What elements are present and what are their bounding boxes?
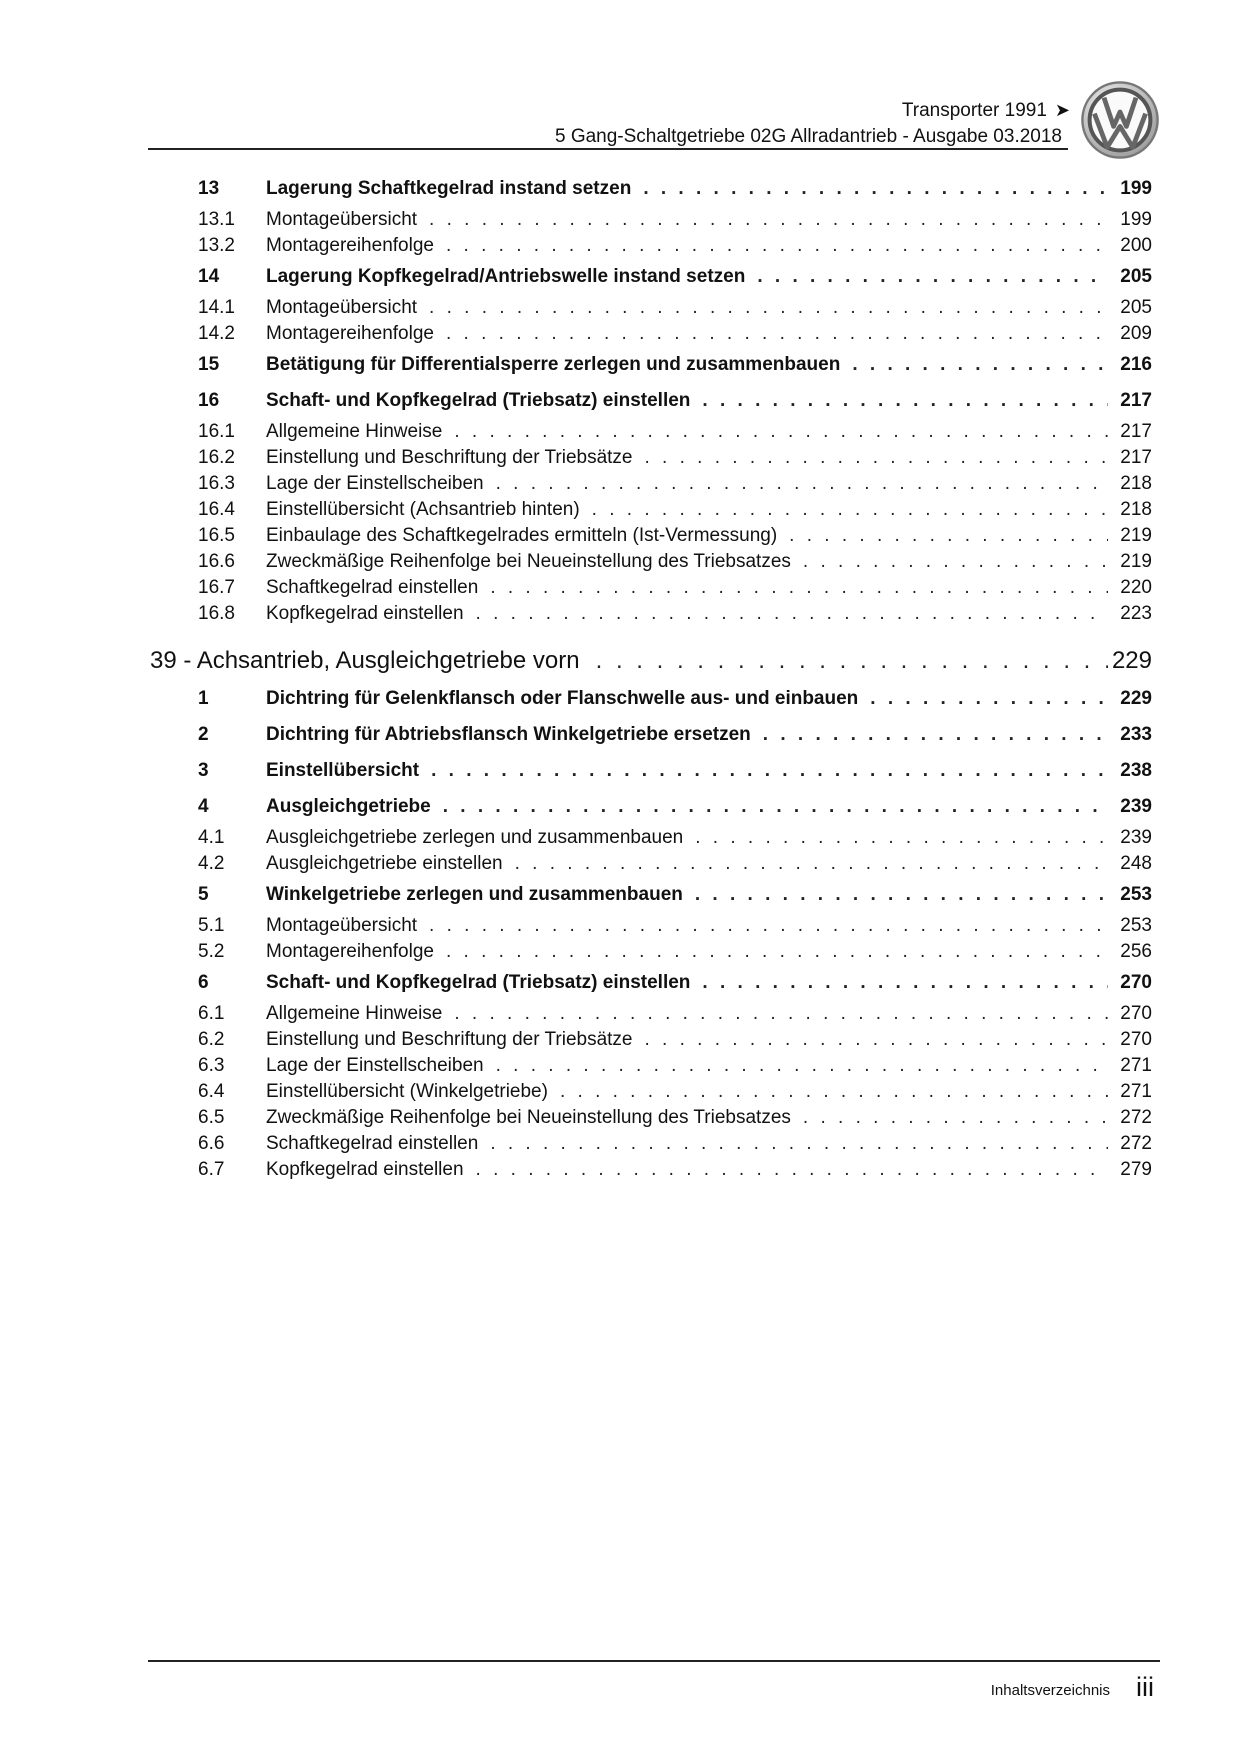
toc-dot-leader: [446, 235, 1108, 257]
toc-subsection-entry[interactable]: [150, 473, 1152, 499]
toc-entry-number: 16.2: [198, 447, 235, 468]
toc-subsection-entry[interactable]: [150, 551, 1152, 577]
toc-entry-number: 16.7: [198, 577, 235, 598]
toc-entry-title: Betätigung für Differentialsperre zerlegen und zusammenbauen: [266, 354, 841, 375]
toc-entry-title: Lagerung Schaftkegelrad instand setzen: [266, 178, 632, 199]
toc-entry-page: 209: [1120, 323, 1152, 344]
header-subtitle: 5 Gang-Schaltgetriebe 02G Allradantrieb - Ausgabe 03.2018: [554, 126, 1062, 147]
toc-entry-page: 199: [1120, 209, 1152, 230]
toc-dot-leader: [443, 796, 1108, 818]
toc-entry-number: 6.1: [198, 1003, 225, 1024]
toc-entry-page: 216: [1120, 354, 1152, 375]
toc-entry-page: 238: [1120, 760, 1152, 781]
toc-entry-number: 16.4: [198, 499, 235, 520]
toc-section-entry[interactable]: [150, 879, 1152, 915]
toc-dot-leader: [490, 1133, 1108, 1155]
toc-entry-number: 6.3: [198, 1055, 225, 1076]
toc-dot-leader: [490, 577, 1108, 599]
toc-entry-page: 253: [1120, 915, 1152, 936]
toc-dot-leader: [446, 941, 1108, 963]
toc-subsection-entry[interactable]: [150, 499, 1152, 525]
toc-subsection-entry[interactable]: [150, 297, 1152, 323]
toc-dot-leader: [560, 1081, 1108, 1103]
toc-section-entry[interactable]: [150, 967, 1152, 1003]
toc-entry-page: 217: [1120, 390, 1152, 411]
toc-section-entry[interactable]: [150, 683, 1152, 719]
vw-logo-icon: [1080, 80, 1160, 160]
toc-subsection-entry[interactable]: [150, 1003, 1152, 1029]
toc-entry-number: 6.5: [198, 1107, 225, 1128]
toc-entry-title: Einbaulage des Schaftkegelrades ermitteln (Ist-Vermessung): [266, 525, 778, 546]
toc-entry-page: 272: [1120, 1107, 1152, 1128]
toc-entry-title: Zweckmäßige Reihenfolge bei Neueinstellung des Triebsatzes: [266, 1107, 791, 1128]
toc-dot-leader: [852, 354, 1108, 376]
toc-dot-leader: [695, 827, 1108, 849]
toc-dot-leader: [476, 1159, 1108, 1181]
toc-entry-title: Schaftkegelrad einstellen: [266, 1133, 479, 1154]
toc-subsection-entry[interactable]: [150, 1055, 1152, 1081]
toc-entry-title: Ausgleichgetriebe zerlegen und zusammenbauen: [266, 827, 684, 848]
toc-entry-number: 13.1: [198, 209, 235, 230]
toc-dot-leader: [454, 1003, 1108, 1025]
toc-entry-page: 219: [1120, 525, 1152, 546]
toc-dot-leader: [870, 688, 1108, 710]
toc-entry-number: 16.3: [198, 473, 235, 494]
toc-dot-leader: [643, 178, 1108, 200]
toc-entry-page: 217: [1120, 447, 1152, 468]
toc-entry-number: 14.2: [198, 323, 235, 344]
toc-entry-page: 219: [1120, 551, 1152, 572]
toc-entry-number: 4.2: [198, 853, 225, 874]
toc-subsection-entry[interactable]: [150, 1107, 1152, 1133]
toc-dot-leader: [476, 603, 1108, 625]
toc-entry-number: 13: [198, 178, 220, 199]
toc-entry-title: Einstellung und Beschriftung der Triebsätze: [266, 1029, 633, 1050]
toc-subsection-entry[interactable]: [150, 323, 1152, 349]
toc-entry-title: Montageübersicht: [266, 297, 418, 318]
toc-entry-page: 205: [1120, 297, 1152, 318]
footer-page-number: iii: [1136, 1672, 1154, 1702]
toc-entry-title: Montagereihenfolge: [266, 323, 434, 344]
toc-subsection-entry[interactable]: [150, 209, 1152, 235]
toc-entry-title: Lage der Einstellscheiben: [266, 473, 484, 494]
toc-entry-title: Ausgleichgetriebe einstellen: [266, 853, 503, 874]
toc-entry-number: 6.4: [198, 1081, 225, 1102]
toc-subsection-entry[interactable]: [150, 577, 1152, 603]
toc-dot-leader: [496, 473, 1108, 495]
toc-entry-title: Einstellübersicht: [266, 760, 420, 781]
toc-dot-leader: [645, 1029, 1109, 1051]
toc-entry-number: 5: [198, 884, 209, 905]
toc-dot-leader: [702, 390, 1108, 412]
toc-entry-number: 6.6: [198, 1133, 225, 1154]
toc-entry-title: Dichtring für Gelenkflansch oder Flanschwelle aus- und einbauen: [266, 688, 859, 709]
toc-entry-title: Schaft- und Kopfkegelrad (Triebsatz) einstellen: [266, 390, 691, 411]
toc-entry-number: 16.6: [198, 551, 235, 572]
toc-subsection-entry[interactable]: [150, 915, 1152, 941]
toc-dot-leader: [757, 266, 1108, 288]
toc-entry-number: 5.2: [198, 941, 225, 962]
toc-entry-title: Kopfkegelrad einstellen: [266, 1159, 464, 1180]
toc-subsection-entry[interactable]: [150, 1133, 1152, 1159]
toc-entry-number: 6: [198, 972, 209, 993]
toc-entry-number: 16.8: [198, 603, 235, 624]
toc-subsection-entry[interactable]: [150, 941, 1152, 967]
toc-entry-title: Allgemeine Hinweise: [266, 1003, 443, 1024]
toc-entry-page: 229: [1120, 688, 1152, 709]
toc-entry-number: 16.1: [198, 421, 235, 442]
toc-dot-leader: [446, 323, 1108, 345]
toc-section-entry[interactable]: [150, 719, 1152, 755]
toc-entry-title: 39 - Achsantrieb, Ausgleichgetriebe vorn: [150, 647, 580, 674]
toc-dot-leader: [803, 1107, 1108, 1129]
toc-dot-leader: [429, 297, 1108, 319]
toc-entry-number: 14.1: [198, 297, 235, 318]
toc-entry-number: 4: [198, 796, 209, 817]
toc-entry-title: Allgemeine Hinweise: [266, 421, 443, 442]
toc-entry-number: 6.7: [198, 1159, 225, 1180]
toc-entry-page: 279: [1120, 1159, 1152, 1180]
toc-entry-page: 218: [1120, 499, 1152, 520]
toc-entry-number: 5.1: [198, 915, 225, 936]
toc-dot-leader: [431, 760, 1108, 782]
footer-divider: [148, 1660, 1160, 1662]
toc-dot-leader: [592, 499, 1108, 521]
toc-entry-page: 270: [1120, 1029, 1152, 1050]
toc-entry-page: 217: [1120, 421, 1152, 442]
toc-entry-page: 205: [1120, 266, 1152, 287]
toc-entry-title: Montagereihenfolge: [266, 235, 434, 256]
toc-entry-page: 239: [1120, 796, 1152, 817]
toc-entry-number: 6.2: [198, 1029, 225, 1050]
toc-dot-leader: [645, 447, 1109, 469]
toc-entry-number: 14: [198, 266, 220, 287]
toc-entry-page: 239: [1120, 827, 1152, 848]
toc-dot-leader: [496, 1055, 1108, 1077]
toc-section-entry[interactable]: [150, 385, 1152, 421]
toc-entry-page: 199: [1120, 178, 1152, 199]
toc-dot-leader: [429, 915, 1108, 937]
toc-entry-title: Schaft- und Kopfkegelrad (Triebsatz) einstellen: [266, 972, 691, 993]
toc-entry-title: Einstellübersicht (Winkelgetriebe): [266, 1081, 548, 1102]
toc-entry-title: Schaftkegelrad einstellen: [266, 577, 479, 598]
toc-entry-title: Lage der Einstellscheiben: [266, 1055, 484, 1076]
toc-subsection-entry[interactable]: [150, 1081, 1152, 1107]
toc-entry-title: Winkelgetriebe zerlegen und zusammenbauen: [266, 884, 683, 905]
toc-entry-number: 13.2: [198, 235, 235, 256]
toc-entry-title: Einstellübersicht (Achsantrieb hinten): [266, 499, 580, 520]
toc-entry-page: 270: [1120, 1003, 1152, 1024]
toc-entry-page: 256: [1120, 941, 1152, 962]
toc-subsection-entry[interactable]: [150, 603, 1152, 629]
toc-dot-leader: [789, 525, 1108, 547]
toc-dot-leader: [429, 209, 1108, 231]
toc-chapter-entry[interactable]: [150, 629, 1152, 683]
toc-entry-title: Lagerung Kopfkegelrad/Antriebswelle instand setzen: [266, 266, 746, 287]
toc-dot-leader: [763, 724, 1108, 746]
header-divider: [148, 148, 1068, 150]
toc-entry-page: 233: [1120, 724, 1152, 745]
toc-subsection-entry[interactable]: [150, 421, 1152, 447]
arrow-right-icon: ➤: [1054, 100, 1070, 120]
toc-entry-page: 200: [1120, 235, 1152, 256]
toc-subsection-entry[interactable]: [150, 853, 1152, 879]
toc-entry-number: 1: [198, 688, 209, 709]
toc-entry-title: Montageübersicht: [266, 209, 418, 230]
toc-entry-number: 2: [198, 724, 209, 745]
toc-section-entry[interactable]: [150, 261, 1152, 297]
toc-entry-title: Zweckmäßige Reihenfolge bei Neueinstellung des Triebsatzes: [266, 551, 791, 572]
toc-entry-page: 271: [1120, 1055, 1152, 1076]
toc-entry-page: 272: [1120, 1133, 1152, 1154]
toc-entry-title: Kopfkegelrad einstellen: [266, 603, 464, 624]
toc-entry-page: 223: [1120, 603, 1152, 624]
toc-entry-title: Ausgleichgetriebe: [266, 796, 431, 817]
toc-entry-number: 16.5: [198, 525, 235, 546]
toc-subsection-entry[interactable]: [150, 1029, 1152, 1055]
toc-subsection-entry[interactable]: [150, 827, 1152, 853]
toc-entry-number: 16: [198, 390, 220, 411]
toc-subsection-entry[interactable]: [150, 525, 1152, 551]
footer-section-label: Inhaltsverzeichnis: [990, 1682, 1110, 1699]
header-vehicle-title: Transporter 1991 ➤: [901, 100, 1070, 121]
toc-dot-leader: [515, 853, 1108, 875]
toc-section-entry[interactable]: [150, 349, 1152, 385]
toc-entry-title: Montagereihenfolge: [266, 941, 434, 962]
toc-dot-leader: [702, 972, 1108, 994]
toc-subsection-entry[interactable]: [150, 1159, 1152, 1185]
toc-section-entry[interactable]: [150, 178, 1152, 209]
toc-entry-page: 218: [1120, 473, 1152, 494]
table-of-contents: [150, 178, 1152, 1185]
toc-dot-leader: [803, 551, 1108, 573]
toc-subsection-entry[interactable]: [150, 235, 1152, 261]
toc-entry-title: Montageübersicht: [266, 915, 418, 936]
toc-entry-page: 248: [1120, 853, 1152, 874]
toc-entry-page: 220: [1120, 577, 1152, 598]
toc-entry-number: 15: [198, 354, 220, 375]
toc-entry-title: Dichtring für Abtriebsflansch Winkelgetriebe ersetzen: [266, 724, 751, 745]
toc-section-entry[interactable]: [150, 791, 1152, 827]
toc-entry-number: 4.1: [198, 827, 225, 848]
toc-section-entry[interactable]: [150, 755, 1152, 791]
toc-entry-title: Einstellung und Beschriftung der Triebsätze: [266, 447, 633, 468]
toc-entry-page: 270: [1120, 972, 1152, 993]
toc-dot-leader: [695, 884, 1108, 906]
toc-entry-page: 229: [1111, 647, 1152, 674]
toc-dot-leader: [454, 421, 1108, 443]
toc-subsection-entry[interactable]: [150, 447, 1152, 473]
toc-entry-page: 271: [1120, 1081, 1152, 1102]
toc-entry-number: 3: [198, 760, 209, 781]
toc-entry-page: 253: [1120, 884, 1152, 905]
toc-dot-leader: [596, 647, 1108, 675]
